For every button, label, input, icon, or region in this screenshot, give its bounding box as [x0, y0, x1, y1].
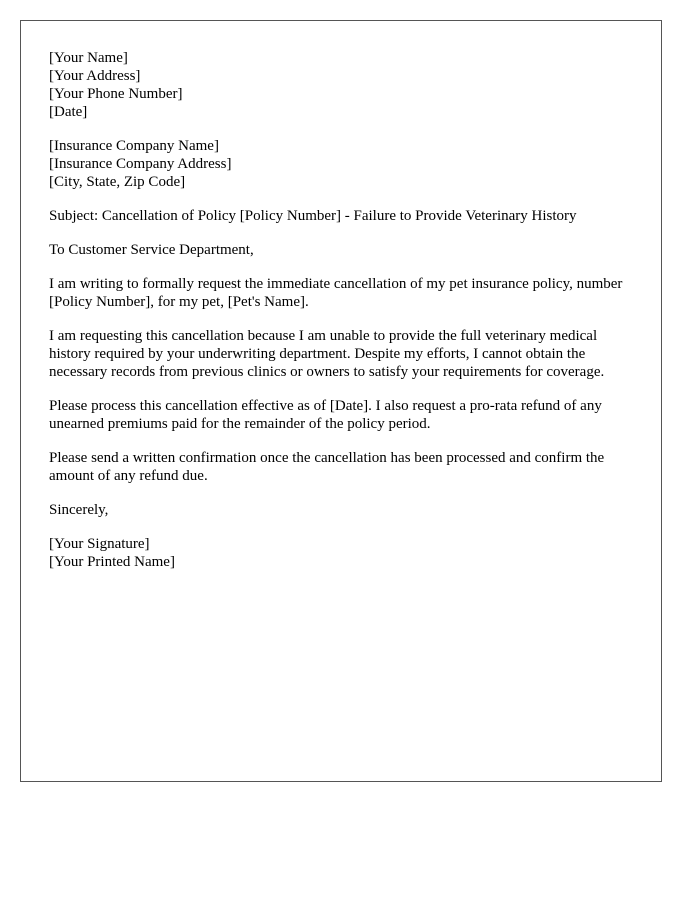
signature-block	[49, 535, 639, 571]
sender-name: [Your Name]	[49, 50, 128, 66]
letter-content	[49, 49, 639, 571]
printed-name: [Your Printed Name]	[49, 554, 175, 570]
signature-line: [Your Signature]	[49, 536, 150, 552]
recipient-company-address: [Insurance Company Address]	[49, 156, 232, 172]
sender-address: [Your Address]	[49, 68, 141, 84]
recipient-city-state-zip: [City, State, Zip Code]	[49, 174, 186, 190]
sender-phone: [Your Phone Number]	[49, 86, 183, 102]
recipient-block	[49, 137, 639, 191]
body-paragraph-1: I am writing to formally request the immediate cancellation of my pet insurance policy, number [Policy Number], for my pet, [Pet's Name].	[49, 276, 623, 310]
closing: Sincerely,	[49, 502, 109, 518]
body-paragraph-2: I am requesting this cancellation because I am unable to provide the full veterinary medical history required by your underwriting department. Despite my efforts, I cannot obtain the necessary records from previous clinics or owners to satisfy your requirements for coverage.	[49, 328, 605, 380]
body-paragraph-4: Please send a written confirmation once the cancellation has been processed and confirm the amount of any refund due.	[49, 450, 605, 484]
salutation: To Customer Service Department,	[49, 242, 254, 258]
subject-line: Subject: Cancellation of Policy [Policy Number] - Failure to Provide Veterinary History	[49, 208, 577, 224]
body-paragraph-3: Please process this cancellation effective as of [Date]. I also request a pro-rata refund of any unearned premiums paid for the remainder of the policy period.	[49, 398, 602, 432]
sender-block	[49, 49, 639, 121]
recipient-company-name: [Insurance Company Name]	[49, 138, 219, 154]
letter-page	[20, 20, 662, 782]
letter-date: [Date]	[49, 104, 88, 120]
